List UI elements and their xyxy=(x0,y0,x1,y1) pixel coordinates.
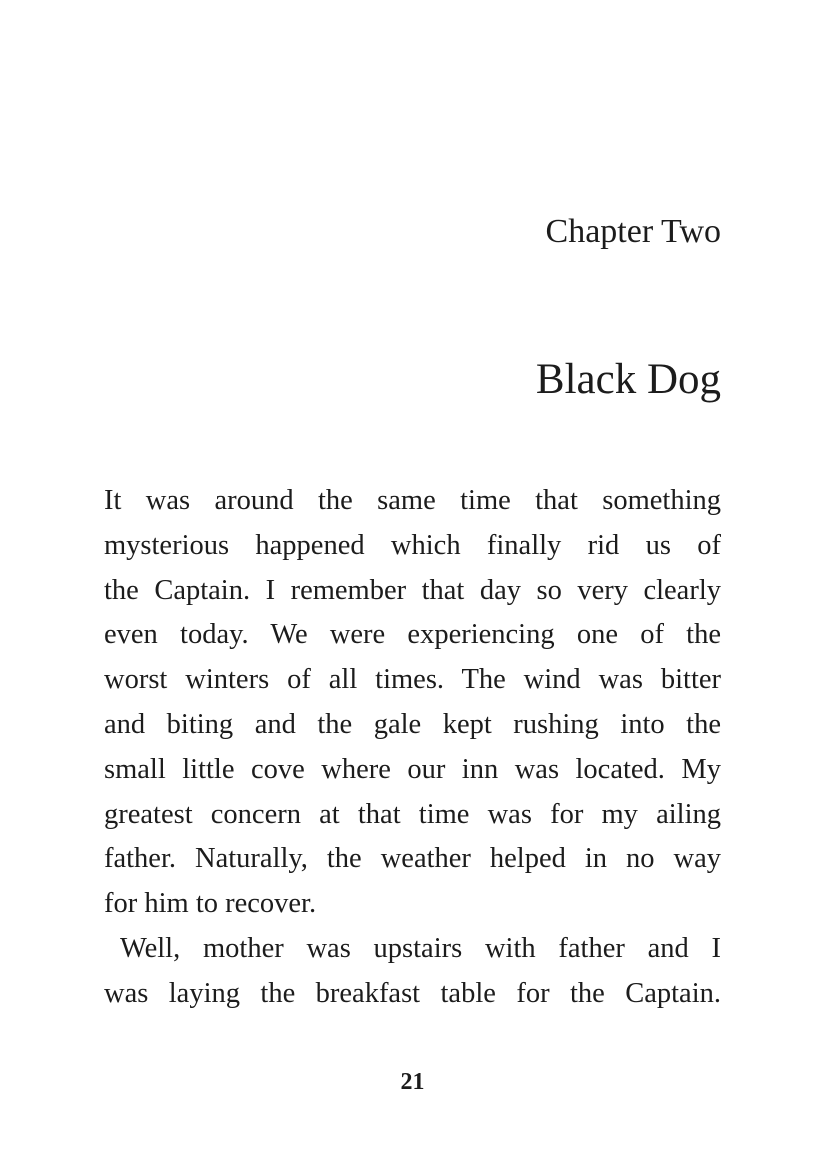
text-line: mysterious happened which finally rid us of xyxy=(104,529,721,561)
paragraph xyxy=(104,927,721,1017)
page-number: 21 xyxy=(400,1069,425,1095)
text-line: father. Naturally, the weather helped in no way xyxy=(104,843,721,875)
text-line: worst winters of all times. The wind was bitter xyxy=(104,664,721,696)
text-line: greatest concern at that time was for my ailing xyxy=(104,798,721,830)
text-line: small little cove where our inn was located. My xyxy=(104,753,721,785)
text-line: was laying the breakfast table for the Captain. xyxy=(104,977,721,1009)
text-line: the Captain. I remember that day so very clearly xyxy=(104,574,721,606)
text-line: and biting and the gale kept rushing into the xyxy=(104,708,721,740)
text-line: Well, mother was upstairs with father and I xyxy=(120,932,721,964)
chapter-title: Black Dog xyxy=(535,356,721,403)
text-line: even today. We were experiencing one of the xyxy=(104,619,721,651)
paragraph xyxy=(104,479,721,927)
text-line: It was around the same time that something xyxy=(104,485,721,516)
chapter-label: Chapter Two xyxy=(545,213,721,250)
text-line: for him to recover. xyxy=(104,888,317,920)
body-text xyxy=(104,479,721,1017)
